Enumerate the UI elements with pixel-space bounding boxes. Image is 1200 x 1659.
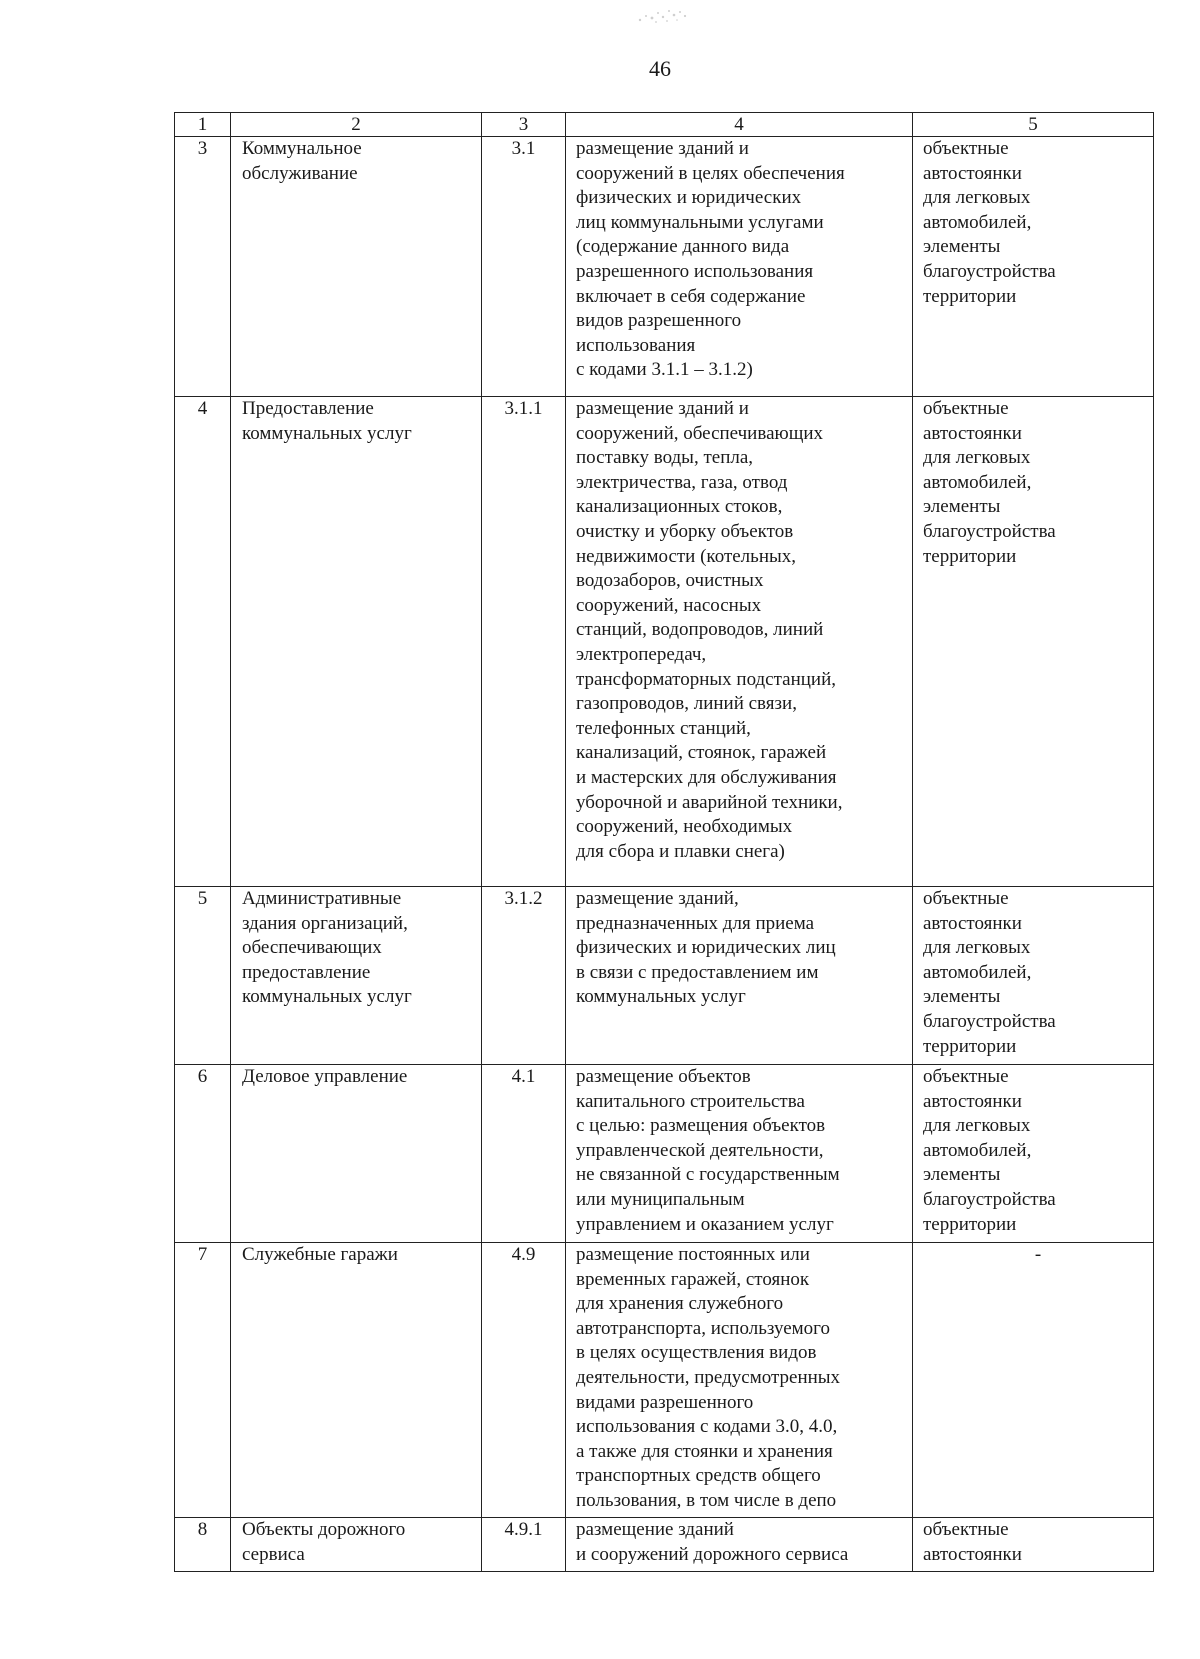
use-name: Предоставление коммунальных услуг [231, 397, 482, 887]
header-col-4: 4 [566, 113, 913, 137]
use-code: 4.9 [482, 1243, 566, 1518]
table-row [175, 1243, 1154, 1518]
header-col-2: 2 [231, 113, 482, 137]
header-col-5: 5 [913, 113, 1154, 137]
table-row [175, 397, 1154, 887]
auxiliary-uses: объектные автостоянки для легковых автомобилей, элементы благоустройства территории [913, 887, 1154, 1065]
use-code: 3.1.1 [482, 397, 566, 887]
use-code: 4.1 [482, 1065, 566, 1243]
use-name: Административные здания организаций, обеспечивающих предоставление коммунальных услуг [231, 887, 482, 1065]
use-description: размещение постоянных или временных гаражей, стоянок для хранения служебного автотранспорта, используемого в целях осуществления видов деятельности, предусмотренных видами разрешенного использования с кодами 3.0, 4.0, а также для стоянки и хранения транспортных средств общего пользования, в том числе в депо [566, 1243, 913, 1518]
row-number: 5 [175, 887, 231, 1065]
row-number: 4 [175, 397, 231, 887]
auxiliary-uses: объектные автостоянки для легковых автомобилей, элементы благоустройства территории [913, 137, 1154, 397]
header-col-3: 3 [482, 113, 566, 137]
table-row [175, 1518, 1154, 1572]
use-description: размещение объектов капитального строительства с целью: размещения объектов управленческой деятельности, не связанной с государственным или муниципальным управлением и оказанием услуг [566, 1065, 913, 1243]
use-description: размещение зданий и сооружений в целях обеспечения физических и юридических лиц коммунальными услугами (содержание данного вида разрешенного использования включает в себя содержание видов разрешенного использования с кодами 3.1.1 – 3.1.2) [566, 137, 913, 397]
use-code: 3.1 [482, 137, 566, 397]
table-row [175, 1065, 1154, 1243]
auxiliary-uses: объектные автостоянки для легковых автомобилей, элементы благоустройства территории [913, 1065, 1154, 1243]
auxiliary-uses: объектные автостоянки для легковых автомобилей, элементы благоустройства территории [913, 397, 1154, 887]
table-row [175, 137, 1154, 397]
permitted-use-table [174, 112, 1154, 1572]
header-col-1: 1 [175, 113, 231, 137]
use-name: Служебные гаражи [231, 1243, 482, 1518]
auxiliary-uses: - [913, 1243, 1154, 1518]
row-number: 6 [175, 1065, 231, 1243]
use-code: 4.9.1 [482, 1518, 566, 1572]
use-code: 3.1.2 [482, 887, 566, 1065]
scan-smudge-mark [632, 2, 712, 32]
auxiliary-uses: объектные автостоянки [913, 1518, 1154, 1572]
table-row [175, 887, 1154, 1065]
row-number: 3 [175, 137, 231, 397]
use-name: Деловое управление [231, 1065, 482, 1243]
use-description: размещение зданий и сооружений дорожного сервиса [566, 1518, 913, 1572]
use-name: Объекты дорожного сервиса [231, 1518, 482, 1572]
use-name: Коммунальное обслуживание [231, 137, 482, 397]
row-number: 7 [175, 1243, 231, 1518]
use-description: размещение зданий и сооружений, обеспечивающих поставку воды, тепла, электричества, газа, отвод канализационных стоков, очистку и уборку объектов недвижимости (котельных, водозаборов, очистных сооружений, насосных станций, водопроводов, линий электропередач, трансформаторных подстанций, газопроводов, линий связи, телефонных станций, канализаций, стоянок, гаражей и мастерских для обслуживания уборочной и аварийной техники, сооружений, необходимых для сбора и плавки снега) [566, 397, 913, 887]
table-header-row [175, 113, 1154, 137]
page-number: 46 [649, 56, 671, 81]
row-number: 8 [175, 1518, 231, 1572]
use-description: размещение зданий, предназначенных для приема физических и юридических лиц в связи с предоставлением им коммунальных услуг [566, 887, 913, 1065]
